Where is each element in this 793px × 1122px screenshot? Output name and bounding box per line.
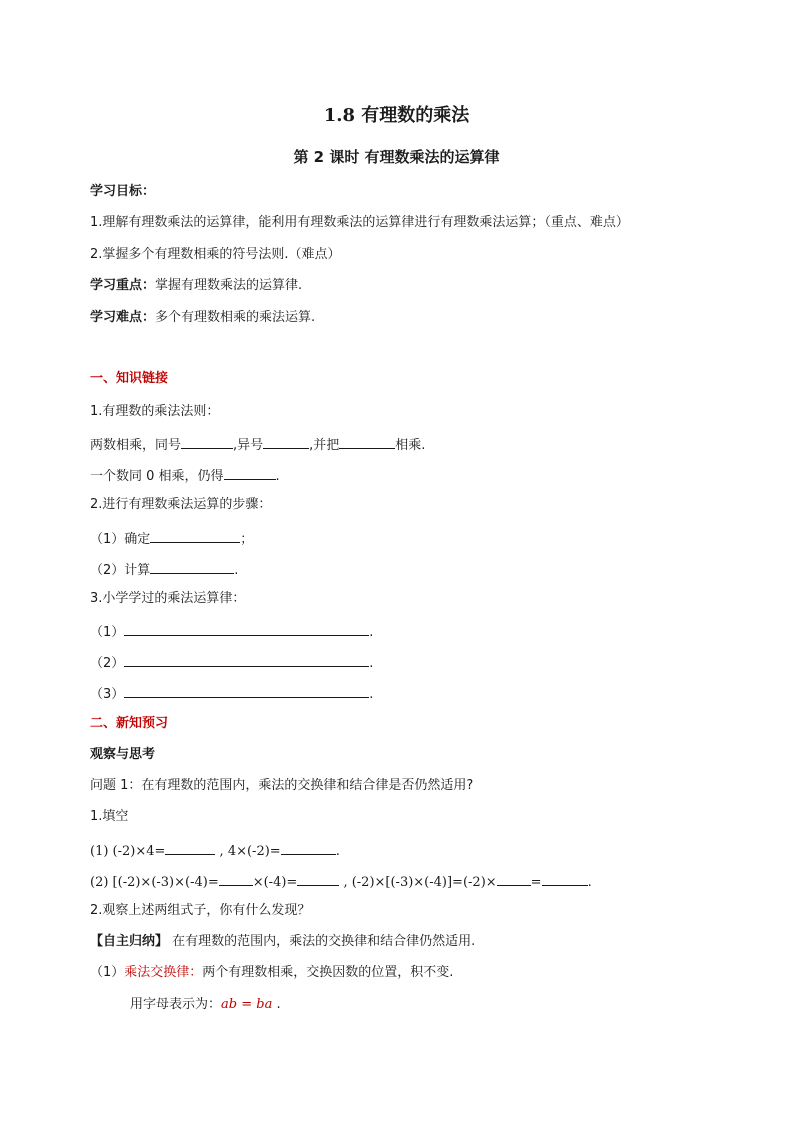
equation-1-end: . <box>335 844 340 859</box>
goals-heading: 学习目标： <box>90 184 156 199</box>
q1-text-b: ,异号 <box>233 438 264 453</box>
fill-title: 1.填空 <box>90 809 129 824</box>
formula-label: 用字母表示为： <box>130 997 222 1012</box>
difficult-point-text: 多个有理数相乘的乘法运算. <box>155 310 316 325</box>
blank-eq2-4[interactable] <box>542 871 588 886</box>
blank-same-sign[interactable] <box>181 434 233 449</box>
summary-text: 在有理数的范围内，乘法的交换律和结合律仍然适用. <box>168 934 476 949</box>
blank-determine-sign[interactable] <box>150 528 240 543</box>
q1-zero-end: . <box>275 469 280 484</box>
question-1: 问题 1：在有理数的范围内，乘法的交换律和结合律是否仍然适用? <box>90 778 474 793</box>
q1-text-d: 相乘. <box>395 438 426 453</box>
q1-rule-line <box>90 434 425 455</box>
blank-eq1-2[interactable] <box>281 840 336 855</box>
q2-step-1 <box>90 528 253 549</box>
law-1-prefix: （1） <box>90 965 125 980</box>
difficult-point <box>90 309 315 327</box>
q3-item-1-end: . <box>369 625 374 640</box>
q2-step-2 <box>90 559 238 580</box>
q1-zero-text: 一个数同 0 相乘，仍得 <box>90 469 224 484</box>
q2-title: 2.进行有理数乘法运算的步骤： <box>90 497 272 512</box>
equation-1 <box>90 840 340 861</box>
page-subtitle: 第 2 课时 有理数乘法的运算律 <box>293 148 500 166</box>
equation-2-part-d: = <box>530 875 542 890</box>
goal-item-1: 1.理解有理数乘法的运算律，能利用有理数乘法的运算律进行有理数乘法运算；（重点、难点） <box>90 215 629 230</box>
q3-title: 3.小学学过的乘法运算律： <box>90 591 246 606</box>
blank-absolute-values[interactable] <box>339 434 395 449</box>
blank-different-sign[interactable] <box>263 434 309 449</box>
q3-item-2-label: （2） <box>90 656 125 671</box>
formula-end: . <box>272 997 281 1012</box>
key-point-label: 学习重点： <box>90 278 156 293</box>
q3-item-2-end: . <box>369 656 374 671</box>
equation-2 <box>90 871 592 892</box>
law-1-name: 乘法交换律： <box>124 965 203 980</box>
key-point <box>90 277 302 295</box>
q3-item-1 <box>90 621 373 642</box>
section-1-heading: 一、知识链接 <box>90 371 169 386</box>
equation-1-part-b: , 4×(-2)= <box>215 844 281 859</box>
q3-item-3 <box>90 683 373 704</box>
section-2-subheading: 观察与思考 <box>90 747 156 762</box>
commutative-formula: ab = ba <box>221 997 273 1012</box>
q2-step-2-text: （2）计算 <box>90 563 151 578</box>
blank-eq2-2[interactable] <box>297 871 339 886</box>
key-point-text: 掌握有理数乘法的运算律. <box>155 278 303 293</box>
q2-step-2-end: . <box>234 563 239 578</box>
law-1-formula-line <box>130 996 281 1014</box>
q2-step-1-text: （1）确定 <box>90 532 151 547</box>
equation-1-part-a: (1) (-2)×4= <box>90 844 166 859</box>
q1-text-a: 两数相乘，同号 <box>90 438 182 453</box>
blank-eq2-1[interactable] <box>219 871 253 886</box>
blank-eq1-1[interactable] <box>165 840 215 855</box>
q3-item-3-end: . <box>369 687 374 702</box>
equation-2-part-b: ×(-4)= <box>252 875 298 890</box>
q3-item-3-label: （3） <box>90 687 125 702</box>
section-2-heading: 二、新知预习 <box>90 716 169 731</box>
law-1-line <box>90 964 453 982</box>
blank-law-2[interactable] <box>124 652 369 667</box>
q2-step-1-end: ； <box>240 532 254 547</box>
q1-zero-line <box>90 465 280 486</box>
equation-2-part-c: , (-2)×[(-3)×(-4)]=(-2)× <box>339 875 497 890</box>
blank-law-1[interactable] <box>124 621 369 636</box>
q3-item-1-label: （1） <box>90 625 125 640</box>
blank-law-3[interactable] <box>124 683 369 698</box>
equation-2-end: . <box>587 875 592 890</box>
equation-2-part-a: (2) [(-2)×(-3)×(-4)= <box>90 875 219 890</box>
summary-line <box>90 933 475 951</box>
page-title: 1.8 有理数的乘法 <box>323 105 470 126</box>
summary-label: 【自主归纳】 <box>90 934 169 949</box>
q1-title: 1.有理数的乘法法则： <box>90 404 220 419</box>
blank-calculate[interactable] <box>150 559 234 574</box>
q3-item-2 <box>90 652 373 673</box>
difficult-point-label: 学习难点： <box>90 310 156 325</box>
observe-question: 2.观察上述两组式子，你有什么发现？ <box>90 903 311 918</box>
law-1-text: 两个有理数相乘，交换因数的位置，积不变. <box>202 965 454 980</box>
goal-item-2: 2.掌握多个有理数相乘的符号法则.（难点） <box>90 247 341 262</box>
blank-eq2-3[interactable] <box>497 871 531 886</box>
q1-text-c: ,并把 <box>309 438 340 453</box>
blank-zero-product[interactable] <box>224 465 276 480</box>
